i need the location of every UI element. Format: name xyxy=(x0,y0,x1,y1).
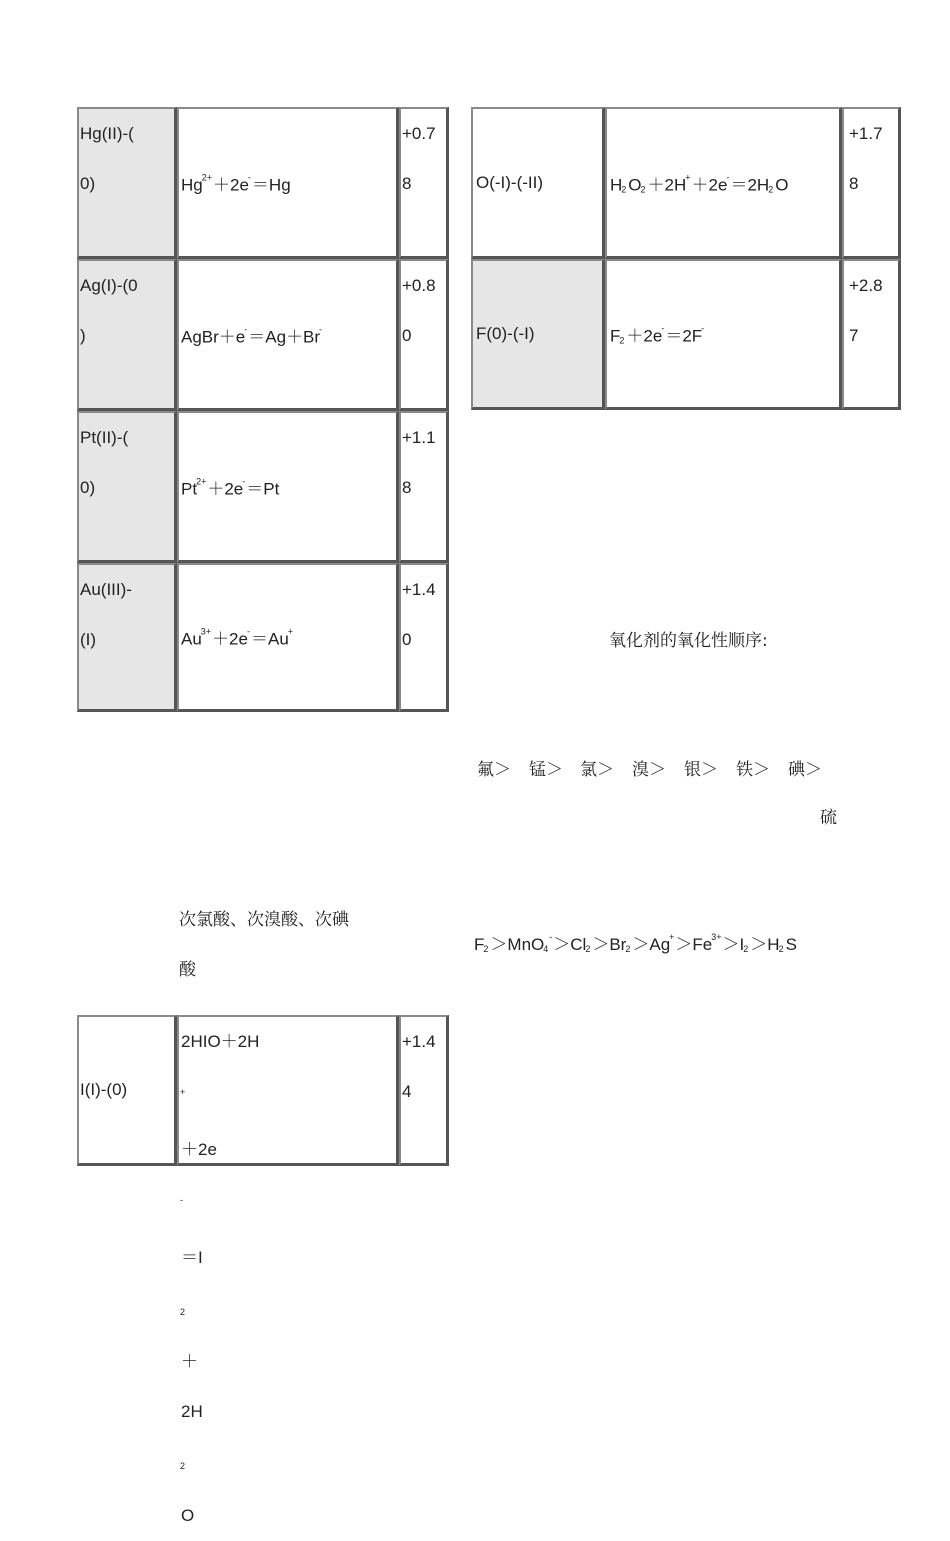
potential-value: +1.4 xyxy=(402,580,436,599)
couple-text: ) xyxy=(80,326,86,345)
potential-cell-f: +2.8 7 xyxy=(842,259,901,410)
formula-order-line: $F_2 >MnO_4^->Cl_2 >Br_2 >Ag^+>Fe^{3+}>I_2 >H_2$ S xyxy=(474,932,797,954)
couple-text: Hg(II)-( xyxy=(80,124,134,143)
half-reaction: $F_2 +2e^-=2F^-$ xyxy=(610,323,705,346)
half-reaction: $Au^{3+}+2e^-=Au^+$ xyxy=(181,626,294,649)
half-reaction-cont: 2H $_2$ O xyxy=(180,1402,203,1525)
hypohalous-label-line1: 次氯酸、次溴酸、次碘 xyxy=(179,910,349,930)
order-item: 铁＞ xyxy=(736,760,770,780)
couple-text: (I) xyxy=(80,630,97,649)
potential-cell-ag: +0.8 0 xyxy=(399,259,449,411)
couple-cell-hg xyxy=(77,107,177,259)
potential-value: +2.8 xyxy=(849,276,883,295)
potential-value: +0.7 xyxy=(402,124,436,143)
couple-text: Au(III)- xyxy=(80,580,132,599)
equation-cell-pt xyxy=(177,411,399,563)
potential-cell-o: +1.7 8 xyxy=(842,107,901,259)
order-item-last: 硫 xyxy=(820,808,837,828)
half-reaction: 2HIO＋2H + ＋2e - ＝I $_2$ ＋ xyxy=(180,1032,260,1371)
equation-cell-au xyxy=(177,563,399,712)
couple-text: Ag(I)-(0 xyxy=(80,276,138,295)
equation-cell-f xyxy=(605,259,842,410)
equation-cell-i xyxy=(177,1015,399,1525)
half-reaction: $Pt^{2+}+2e^-=Pt$ xyxy=(181,476,280,498)
potential-value: +1.1 xyxy=(402,428,436,447)
half-reaction: $Hg^{2+}+2e^-=Hg$ xyxy=(181,172,291,194)
potential-cell-pt: +1.1 8 xyxy=(399,411,449,563)
couple-text: Pt(II)-( xyxy=(80,428,129,447)
half-reaction: AgBr＋e-＝Ag＋Br- xyxy=(181,324,323,346)
order-item: 溴＞ xyxy=(632,760,666,780)
hypohalous-label-line2: 酸 xyxy=(179,960,196,980)
order-item: 银＞ xyxy=(684,760,718,780)
equation-cell-ag xyxy=(177,259,399,411)
couple-cell-ag xyxy=(77,259,177,411)
order-item: 碘＞ xyxy=(788,760,822,780)
order-item: 氯＞ xyxy=(580,760,614,780)
potential-value: +0.8 xyxy=(402,276,436,295)
potential-value: +1.7 xyxy=(849,124,883,143)
half-reaction: $H_2$ $O_2 +2H^++2e^-=2H_2$ O xyxy=(610,172,789,194)
potential-cell-i: +1.4 4 xyxy=(399,1015,449,1166)
potential-cell-au: +1.4 0 xyxy=(399,563,449,712)
order-item: 锰＞ xyxy=(529,760,563,780)
equation-cell-hg xyxy=(177,107,399,259)
couple-cell-i xyxy=(77,1015,177,1166)
couple-text: I(I)-(0) xyxy=(80,1080,128,1099)
couple-text: 0) xyxy=(80,174,96,193)
equation-cell-o xyxy=(605,107,842,259)
oxidizer-heading: 氧化剂的氧化性顺序: xyxy=(609,631,768,651)
couple-text: O(-I)-(-II) xyxy=(476,172,544,192)
couple-text: F(0)-(-I) xyxy=(476,324,535,343)
couple-cell-o xyxy=(471,107,605,259)
couple-cell-au xyxy=(77,563,177,712)
couple-cell-f xyxy=(471,259,605,410)
order-item: 氟＞ xyxy=(477,760,511,780)
potential-value: +1.4 xyxy=(402,1032,436,1051)
couple-cell-pt xyxy=(77,411,177,563)
potential-cell-hg: +0.7 8 xyxy=(399,107,449,259)
couple-text: 0) xyxy=(80,478,96,497)
